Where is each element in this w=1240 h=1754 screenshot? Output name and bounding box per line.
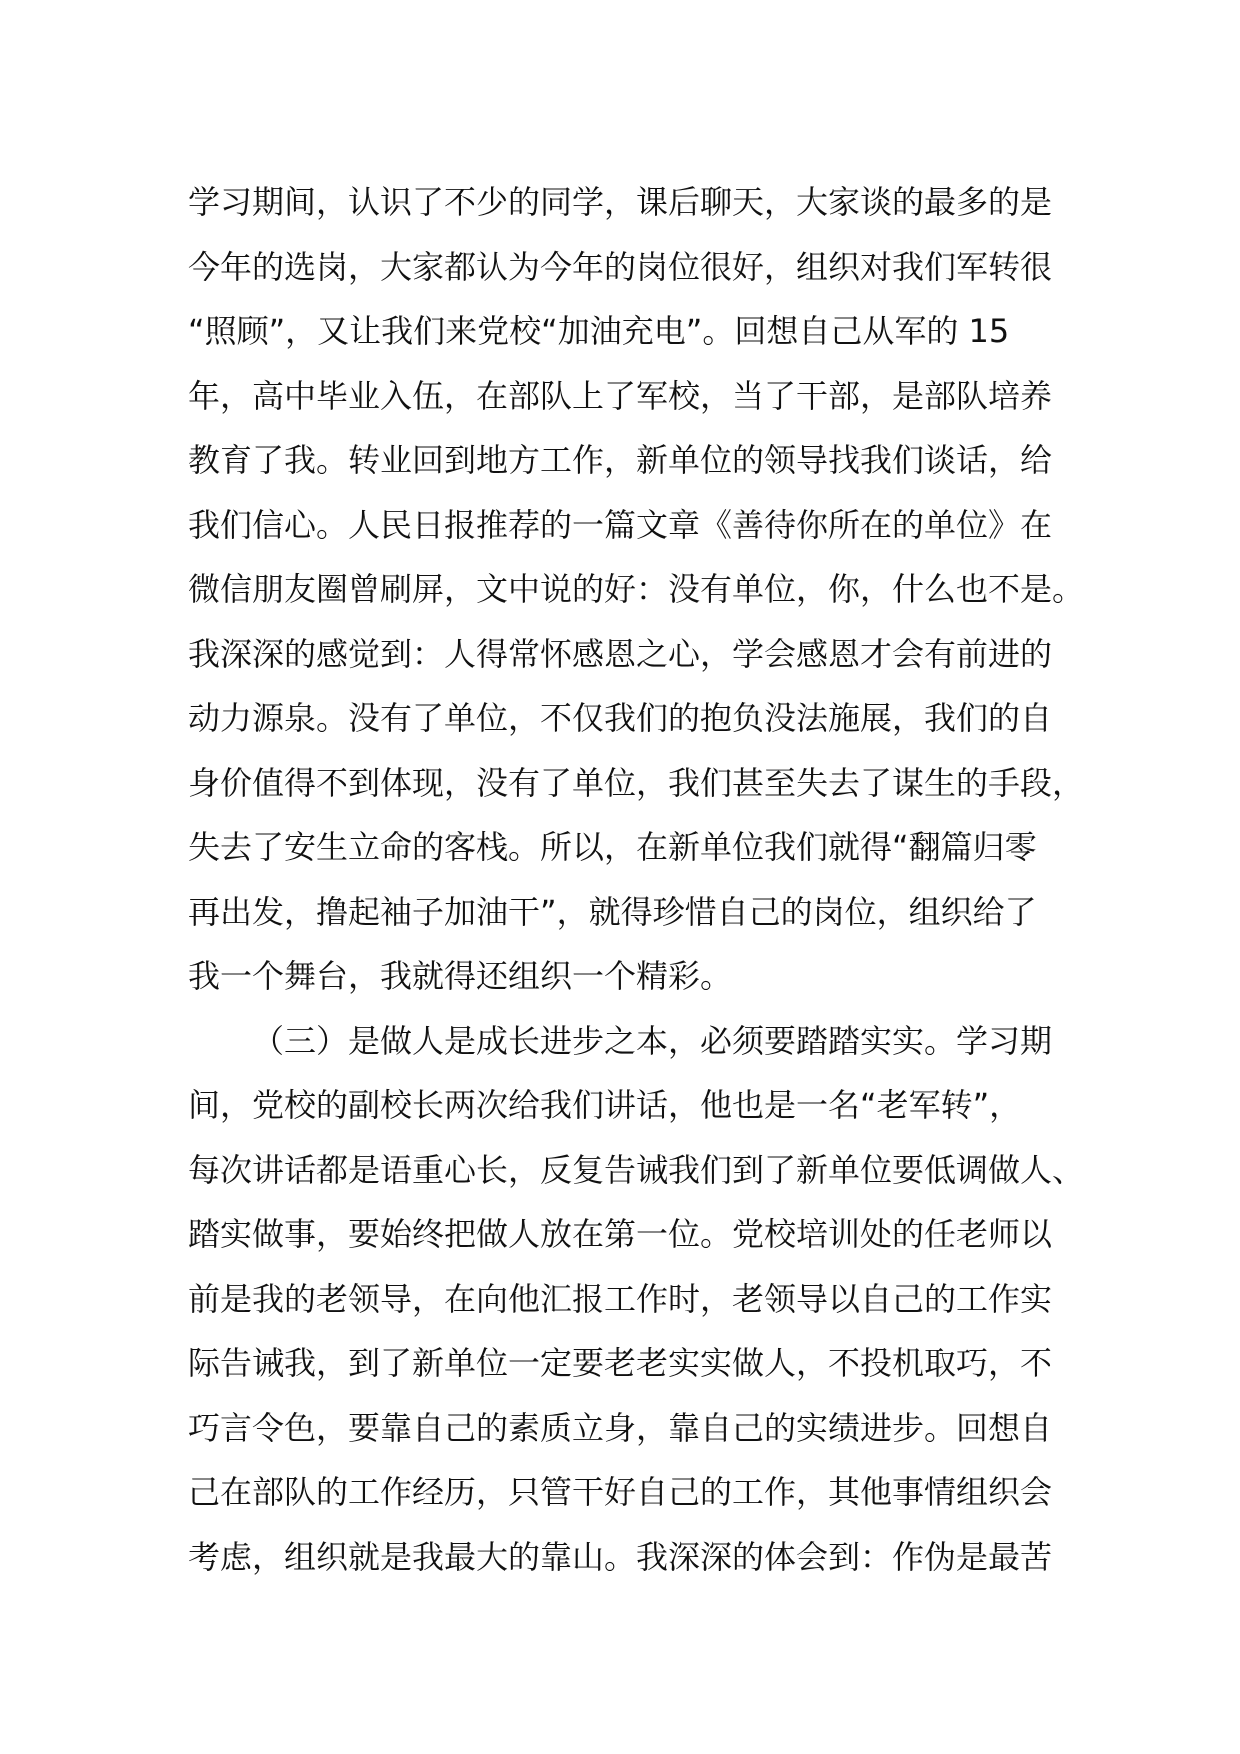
- text-line: 动力源泉。没有了单位，不仅我们的抱负没法施展，我们的自: [188, 699, 1053, 737]
- text-line: 己在部队的工作经历，只管干好自己的工作，其他事情组织会: [188, 1473, 1053, 1511]
- text-line: 考虑，组织就是我最大的靠山。我深深的体会到：作伪是最苦: [188, 1537, 1053, 1576]
- text-line: 身价值得不到体现，没有了单位，我们甚至失去了谋生的手段，: [188, 763, 1085, 802]
- text-line: 再出发，撸起袖子加油干”，就得珍惜自己的岗位，组织给了: [188, 892, 1037, 931]
- body-text: [188, 170, 1088, 1589]
- text-line: 年，高中毕业入伍，在部队上了军校，当了干部，是部队培养: [188, 376, 1053, 415]
- text-line: 微信朋友圈曾刷屏，文中说的好：没有单位，你，什么也不是。: [188, 570, 1085, 608]
- text-line: 际告诫我，到了新单位一定要老老实实做人，不投机取巧，不: [188, 1344, 1053, 1382]
- text-line: 我们信心。人民日报推荐的一篇文章《善待你所在的单位》在: [188, 505, 1053, 544]
- text-line: 前是我的老领导，在向他汇报工作时，老领导以自己的工作实: [188, 1279, 1053, 1318]
- text-line: 学习期间，认识了不少的同学，课后聊天，大家谈的最多的是: [188, 183, 1053, 221]
- text-line: 巧言令色，要靠自己的素质立身，靠自己的实绩进步。回想自: [188, 1408, 1053, 1447]
- section-heading-line: （三）是做人是成长进步之本，必须要踏踏实实。学习期: [252, 1021, 1053, 1060]
- text-line: 踏实做事，要始终把做人放在第一位。党校培训处的任老师以: [188, 1215, 1053, 1253]
- text-line: 教育了我。转业回到地方工作，新单位的领导找我们谈话，给: [188, 441, 1053, 479]
- text-line: 失去了安生立命的客栈。所以，在新单位我们就得“翻篇归零: [188, 828, 1037, 866]
- text-line: 今年的选岗，大家都认为今年的岗位很好，组织对我们军转很: [188, 247, 1053, 286]
- text-line: 我一个舞台，我就得还组织一个精彩。: [188, 957, 733, 995]
- text-line: “照顾”，又让我们来党校“加油充电”。回想自己从军的 15: [188, 312, 1010, 350]
- text-line: 每次讲话都是语重心长，反复告诫我们到了新单位要低调做人、: [188, 1150, 1085, 1189]
- text-line: 我深深的感觉到：人得常怀感恩之心，学会感恩才会有前进的: [188, 634, 1053, 673]
- text-line: 间，党校的副校长两次给我们讲话，他也是一名“老军转”，: [188, 1086, 1022, 1124]
